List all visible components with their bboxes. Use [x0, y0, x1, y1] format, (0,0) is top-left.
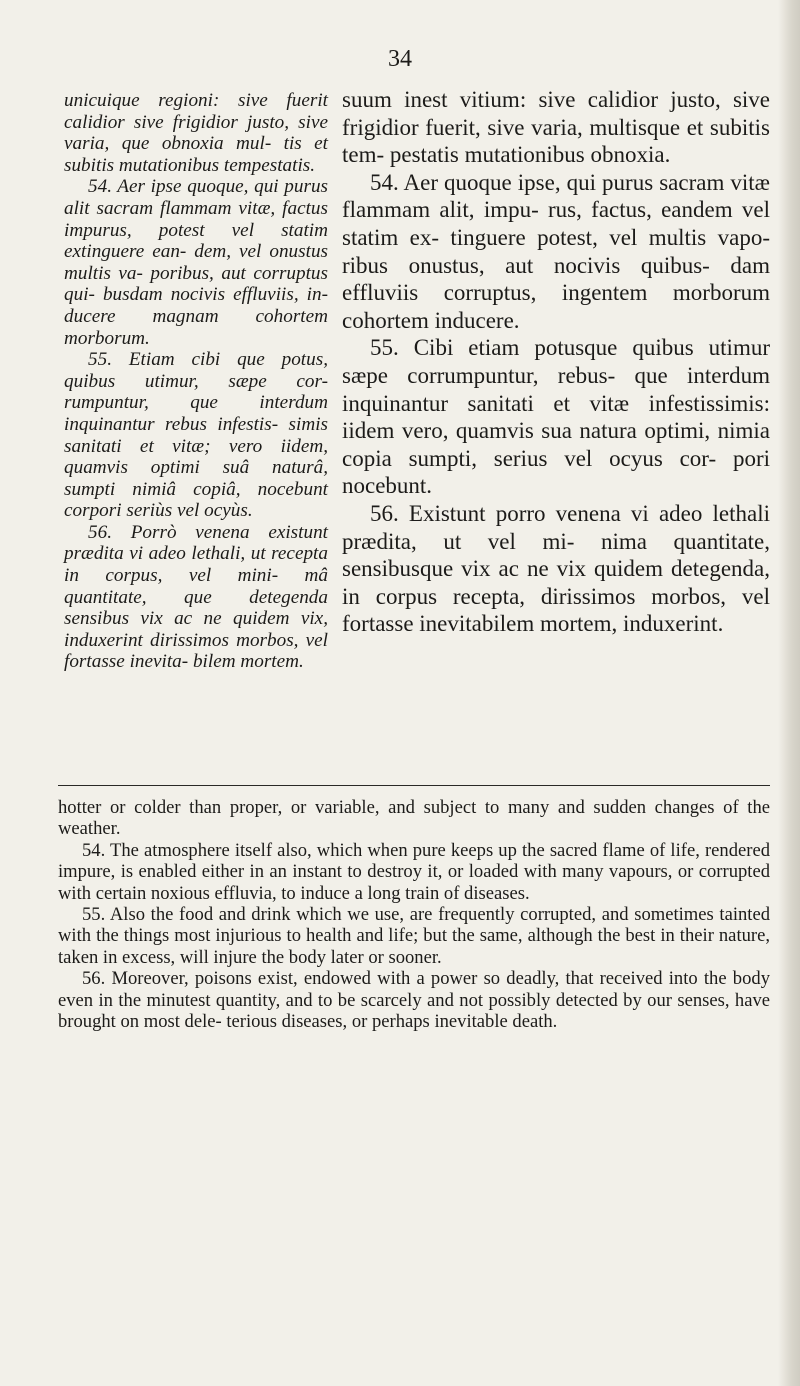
latin-note-paragraph: unicuique regioni: sive fuerit calidior sive frigidior justo, sive varia, que obnoxia mul- tis et subitis mutationibus tempestatis. — [64, 90, 328, 176]
latin-note-paragraph: 56. Porrò venena existunt prædita vi adeo lethali, ut recepta in corpus, vel mini- mâ quantitate, que detegenda sensibus vix ac ne quidem vix, induxerint dirissimos morbos, vel fortasse inevita- bilem mortem. — [64, 521, 328, 673]
english-paragraph: 55. Also the food and drink which we use, are frequently corrupted, and sometimes tainted with the things most injurious to health and life; but the same, although the best in their nature, taken in excess, will injure the body later or sooner. — [58, 904, 770, 968]
latin-notes-column — [64, 90, 328, 673]
latin-paragraph: 54. Aer quoque ipse, qui purus sacram vitæ flammam alit, impu- rus, factus, eandem vel statim ex- tinguere potest, vel multis vapo- ribus onustus, aut nocivis quibus- dam effluviis corruptus, ingentem morborum cohortem inducere. — [342, 169, 770, 333]
latin-paragraph: 56. Existunt porro venena vi adeo lethali prædita, ut vel mi- nima quantitate, sensibusque vix ac ne vix quidem detegenda, in corpus recepta, dirissimos morbos, vel fortasse inevitabilem mortem, induxerint. — [342, 500, 770, 637]
page-edge-shadow — [778, 0, 800, 1386]
divider-rule — [58, 785, 770, 786]
english-paragraph: hotter or colder than proper, or variable, and subject to many and sudden changes of the weather. — [58, 797, 770, 840]
latin-paragraph: 55. Cibi etiam potusque quibus utimur sæpe corrumpuntur, rebus- que interdum inquinantur sanitati et vitæ infestissimis: iidem vero, quamvis sua natura optimi, nimia copia sumpti, serius vel ocyus cor- pori nocebunt. — [342, 335, 770, 499]
english-paragraph: 54. The atmosphere itself also, which when pure keeps up the sacred flame of life, rendered impure, is enabled either in an instant to destroy it, or loaded with many vapours, or corrupted with certain noxious effluvia, to induce a long train of diseases. — [58, 839, 770, 904]
english-translation — [58, 797, 770, 1032]
latin-note-paragraph: 55. Etiam cibi que potus, quibus utimur, sæpe cor- rumpuntur, que interdum inquinantur rebus infestis- simis sanitati et vitæ; vero iidem, quamvis optimi suâ naturâ, sumpti nimiâ copiâ, nocebunt corpori seriùs vel ocyùs. — [64, 349, 328, 522]
latin-note-paragraph: 54. Aer ipse quoque, qui purus alit sacram flammam vitæ, factus impurus, potest vel statim extinguere ean- dem, vel onustus multis va- poribus, aut corruptus qui- busdam nocivis effluviis, in- ducere magnam cohortem morborum. — [64, 176, 328, 349]
latin-paragraph: suum inest vitium: sive calidior justo, sive frigidior fuerit, sive varia, multisque et subitis tem- pestatis mutationibus obnoxia. — [342, 87, 770, 168]
english-paragraph: 56. Moreover, poisons exist, endowed with a power so deadly, that received into the body even in the minutest quantity, and to be scarcely and not possibly detected by our senses, have brought on most dele- terious diseases, or perhaps inevitable death. — [58, 968, 770, 1033]
latin-text-column — [342, 86, 770, 638]
page-number: 34 — [388, 46, 412, 72]
